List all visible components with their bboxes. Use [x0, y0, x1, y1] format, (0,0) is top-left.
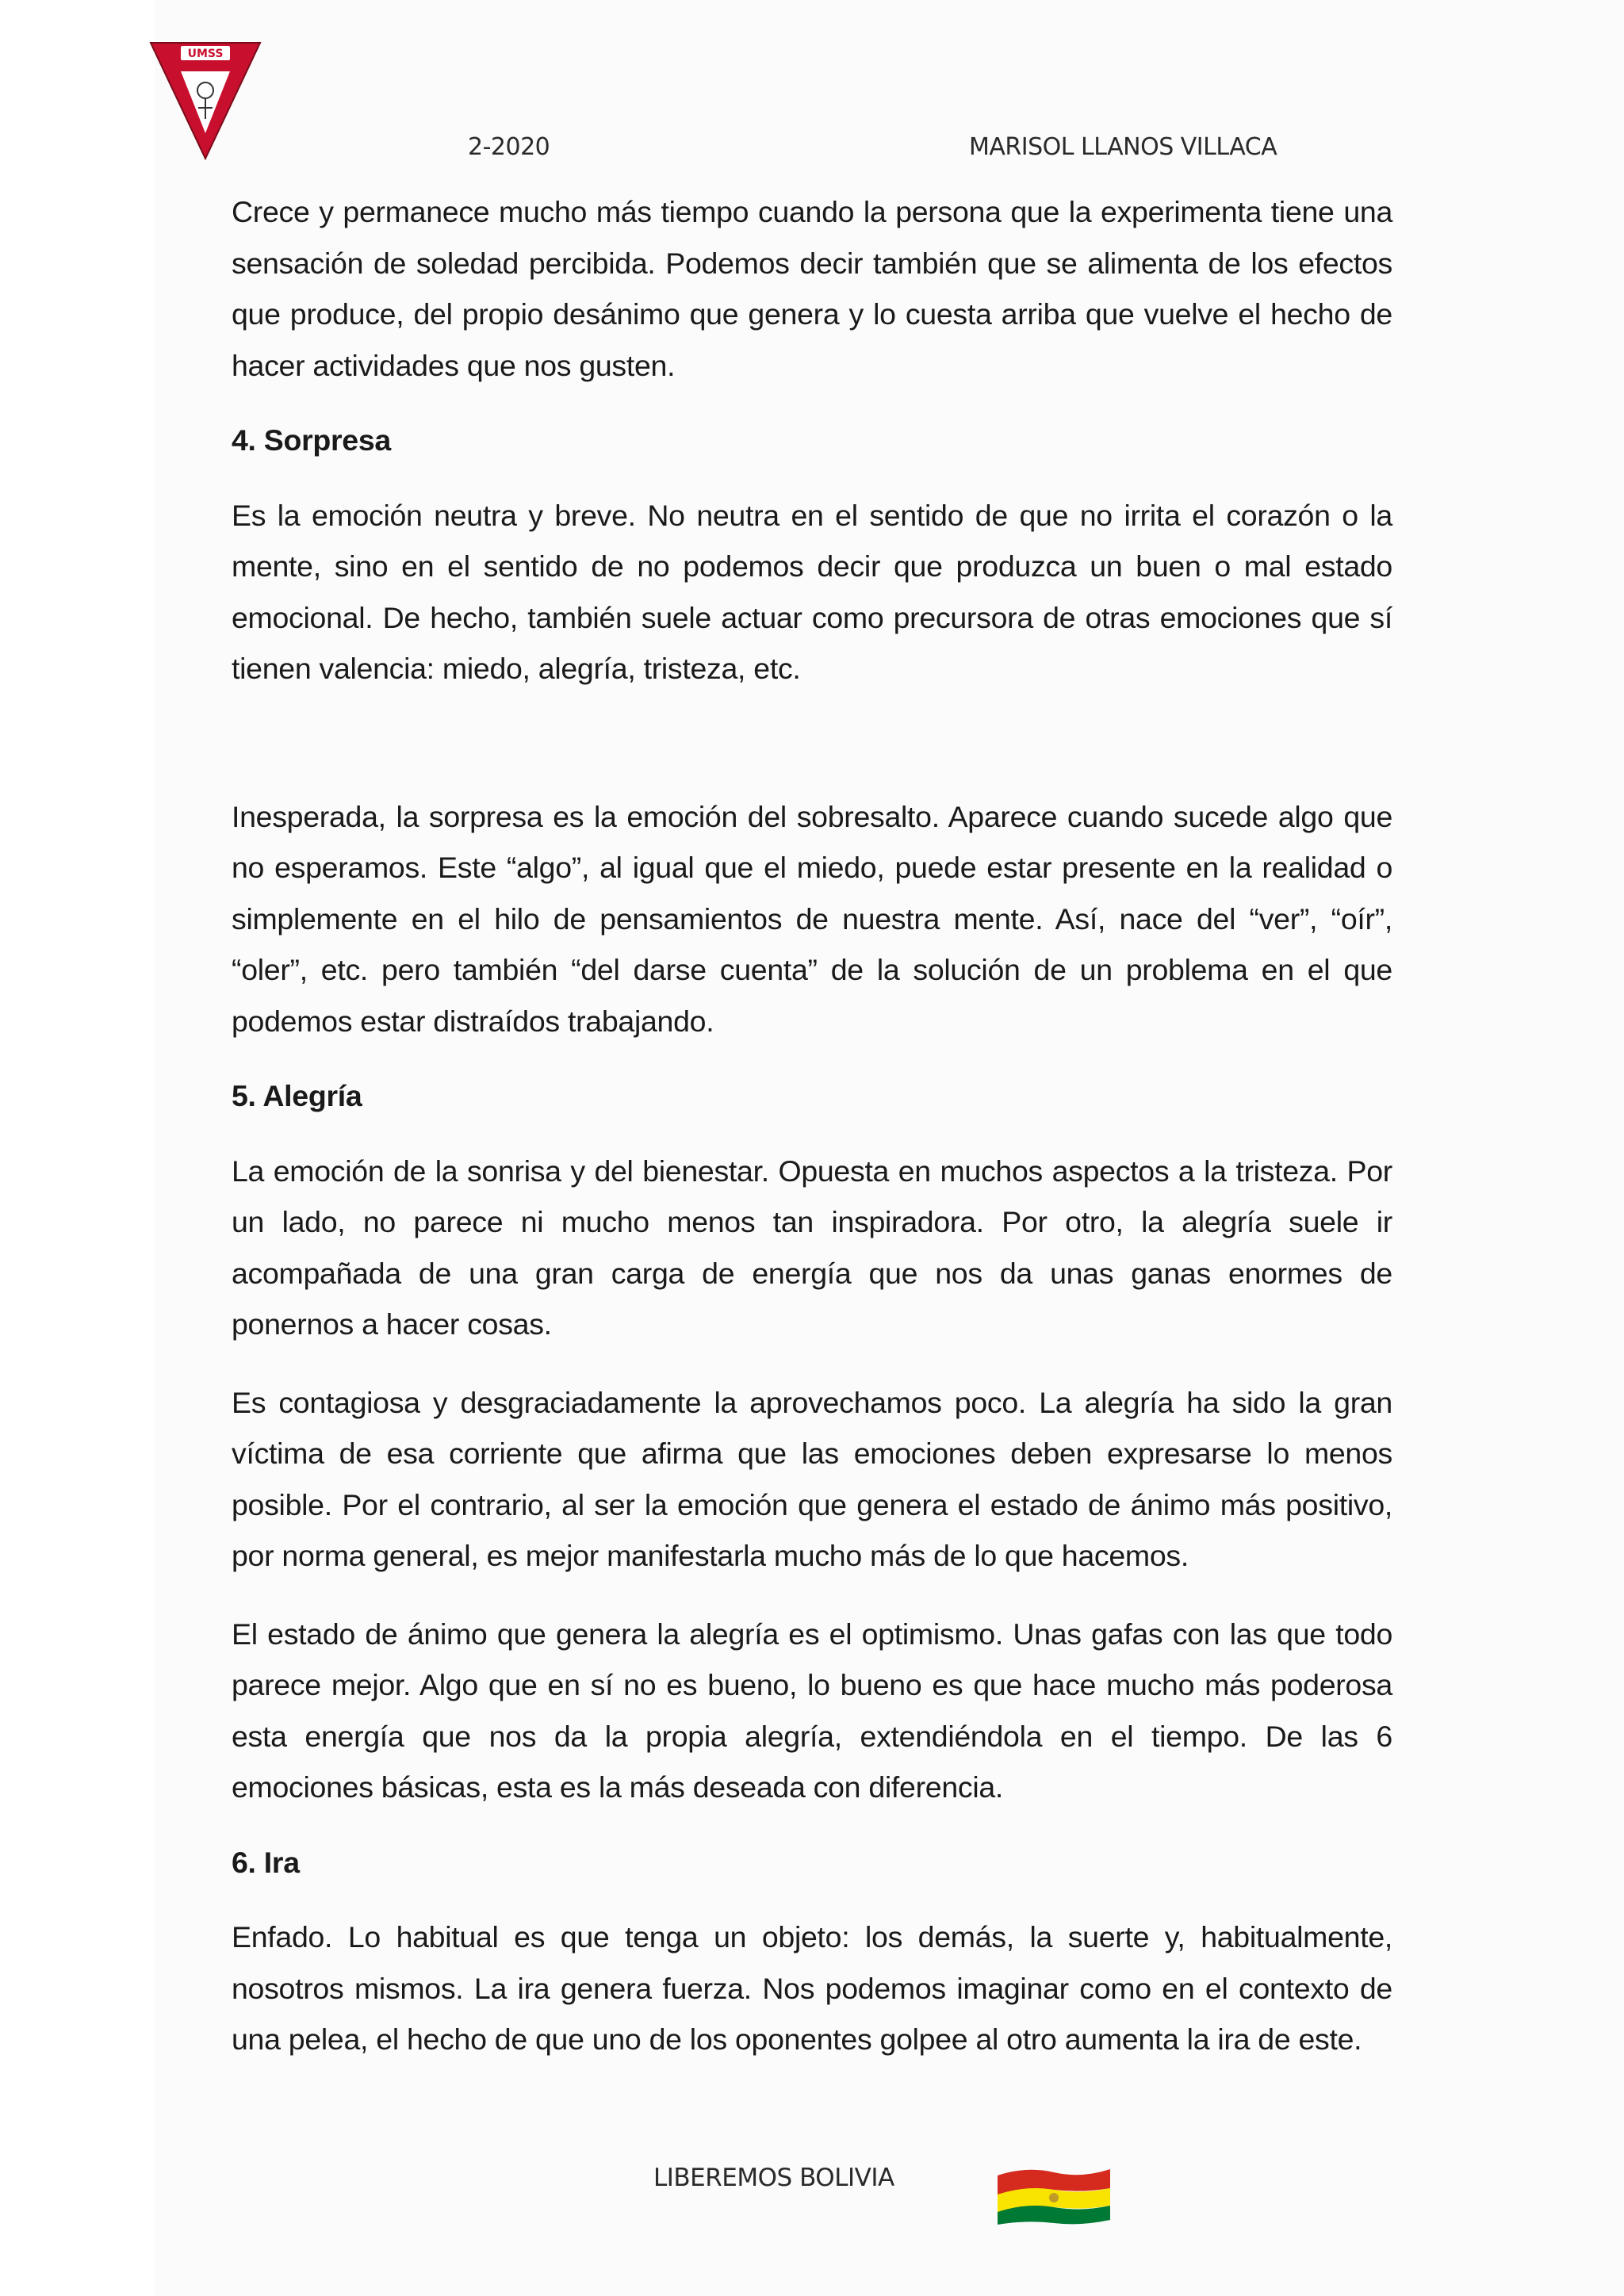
footer-text: LIBEREMOS BOLIVIA — [653, 2164, 894, 2192]
header-author: MARISOL LLANOS VILLACA — [969, 133, 1277, 161]
paragraph: Enfado. Lo habitual es que tenga un objeto: los demás, la suerte y, habitualmente, nosotros mismos. La ira genera fuerza. Nos podemos imaginar como en el contexto de una pelea, el hecho de que uno de los oponentes golpee al otro aumenta la ira de este. — [232, 1920, 1392, 2056]
paragraph: Es contagiosa y desgraciadamente la aprovechamos poco. La alegría ha sido la gran víctima de esa corriente que afirma que las emociones deben expresarse lo menos posible. Por el contrario, al ser la emoción que genera el estado de ánimo más positivo, por norma general, es mejor manifestarla mucho más de lo que hacemos. — [232, 1385, 1392, 1572]
document-body — [232, 186, 1392, 2065]
university-logo — [149, 40, 262, 160]
header-date: 2-2020 — [468, 133, 550, 161]
paragraph: Inesperada, la sorpresa es la emoción del sobresalto. Aparece cuando sucede algo que no esperamos. Este “algo”, al igual que el miedo, puede estar presente en la realidad o simplemente en el hilo de pensamientos de nuestra mente. Así, nace del “ver”, “oír”, “oler”, etc. pero también “del darse cuenta” de la solución de un problema en el que podemos estar distraídos trabajando. — [232, 799, 1392, 1038]
section-heading-sorpresa: 4. Sorpresa — [232, 423, 391, 457]
logo-text: UMSS — [187, 48, 224, 60]
bolivia-flag-icon — [994, 2164, 1113, 2226]
paragraph: El estado de ánimo que genera la alegría es el optimismo. Unas gafas con las que todo parece mejor. Algo que en sí no es bueno, lo bueno es que hace mucho más poderosa esta energía que nos da la propia alegría, extendiéndola en el tiempo. De las 6 emociones básicas, esta es la más deseada con diferencia. — [232, 1617, 1392, 1804]
section-heading-ira: 6. Ira — [232, 1845, 300, 1879]
paragraph: Crece y permanece mucho más tiempo cuando la persona que la experimenta tiene una sensación de soledad percibida. Podemos decir también que se alimenta de los efectos que produce, del propio desánimo que genera y lo cuesta arriba que vuelve el hecho de hacer actividades que nos gusten. — [232, 195, 1392, 382]
paragraph: Es la emoción neutra y breve. No neutra en el sentido de que no irrita el corazón o la mente, sino en el sentido de no podemos decir que produzca un buen o mal estado emocional. De hecho, también suele actuar como precursora de otras emociones que sí tienen valencia: miedo, alegría, tristeza, etc. — [232, 498, 1392, 685]
section-heading-alegria: 5. Alegría — [232, 1079, 362, 1112]
paragraph: La emoción de la sonrisa y del bienestar. Opuesta en muchos aspectos a la tristeza. Por un lado, no parece ni mucho menos tan inspiradora. Por otro, la alegría suele ir acompañada de una gran carga de energía que nos da unas ganas enormes de ponernos a hacer cosas. — [232, 1154, 1392, 1341]
